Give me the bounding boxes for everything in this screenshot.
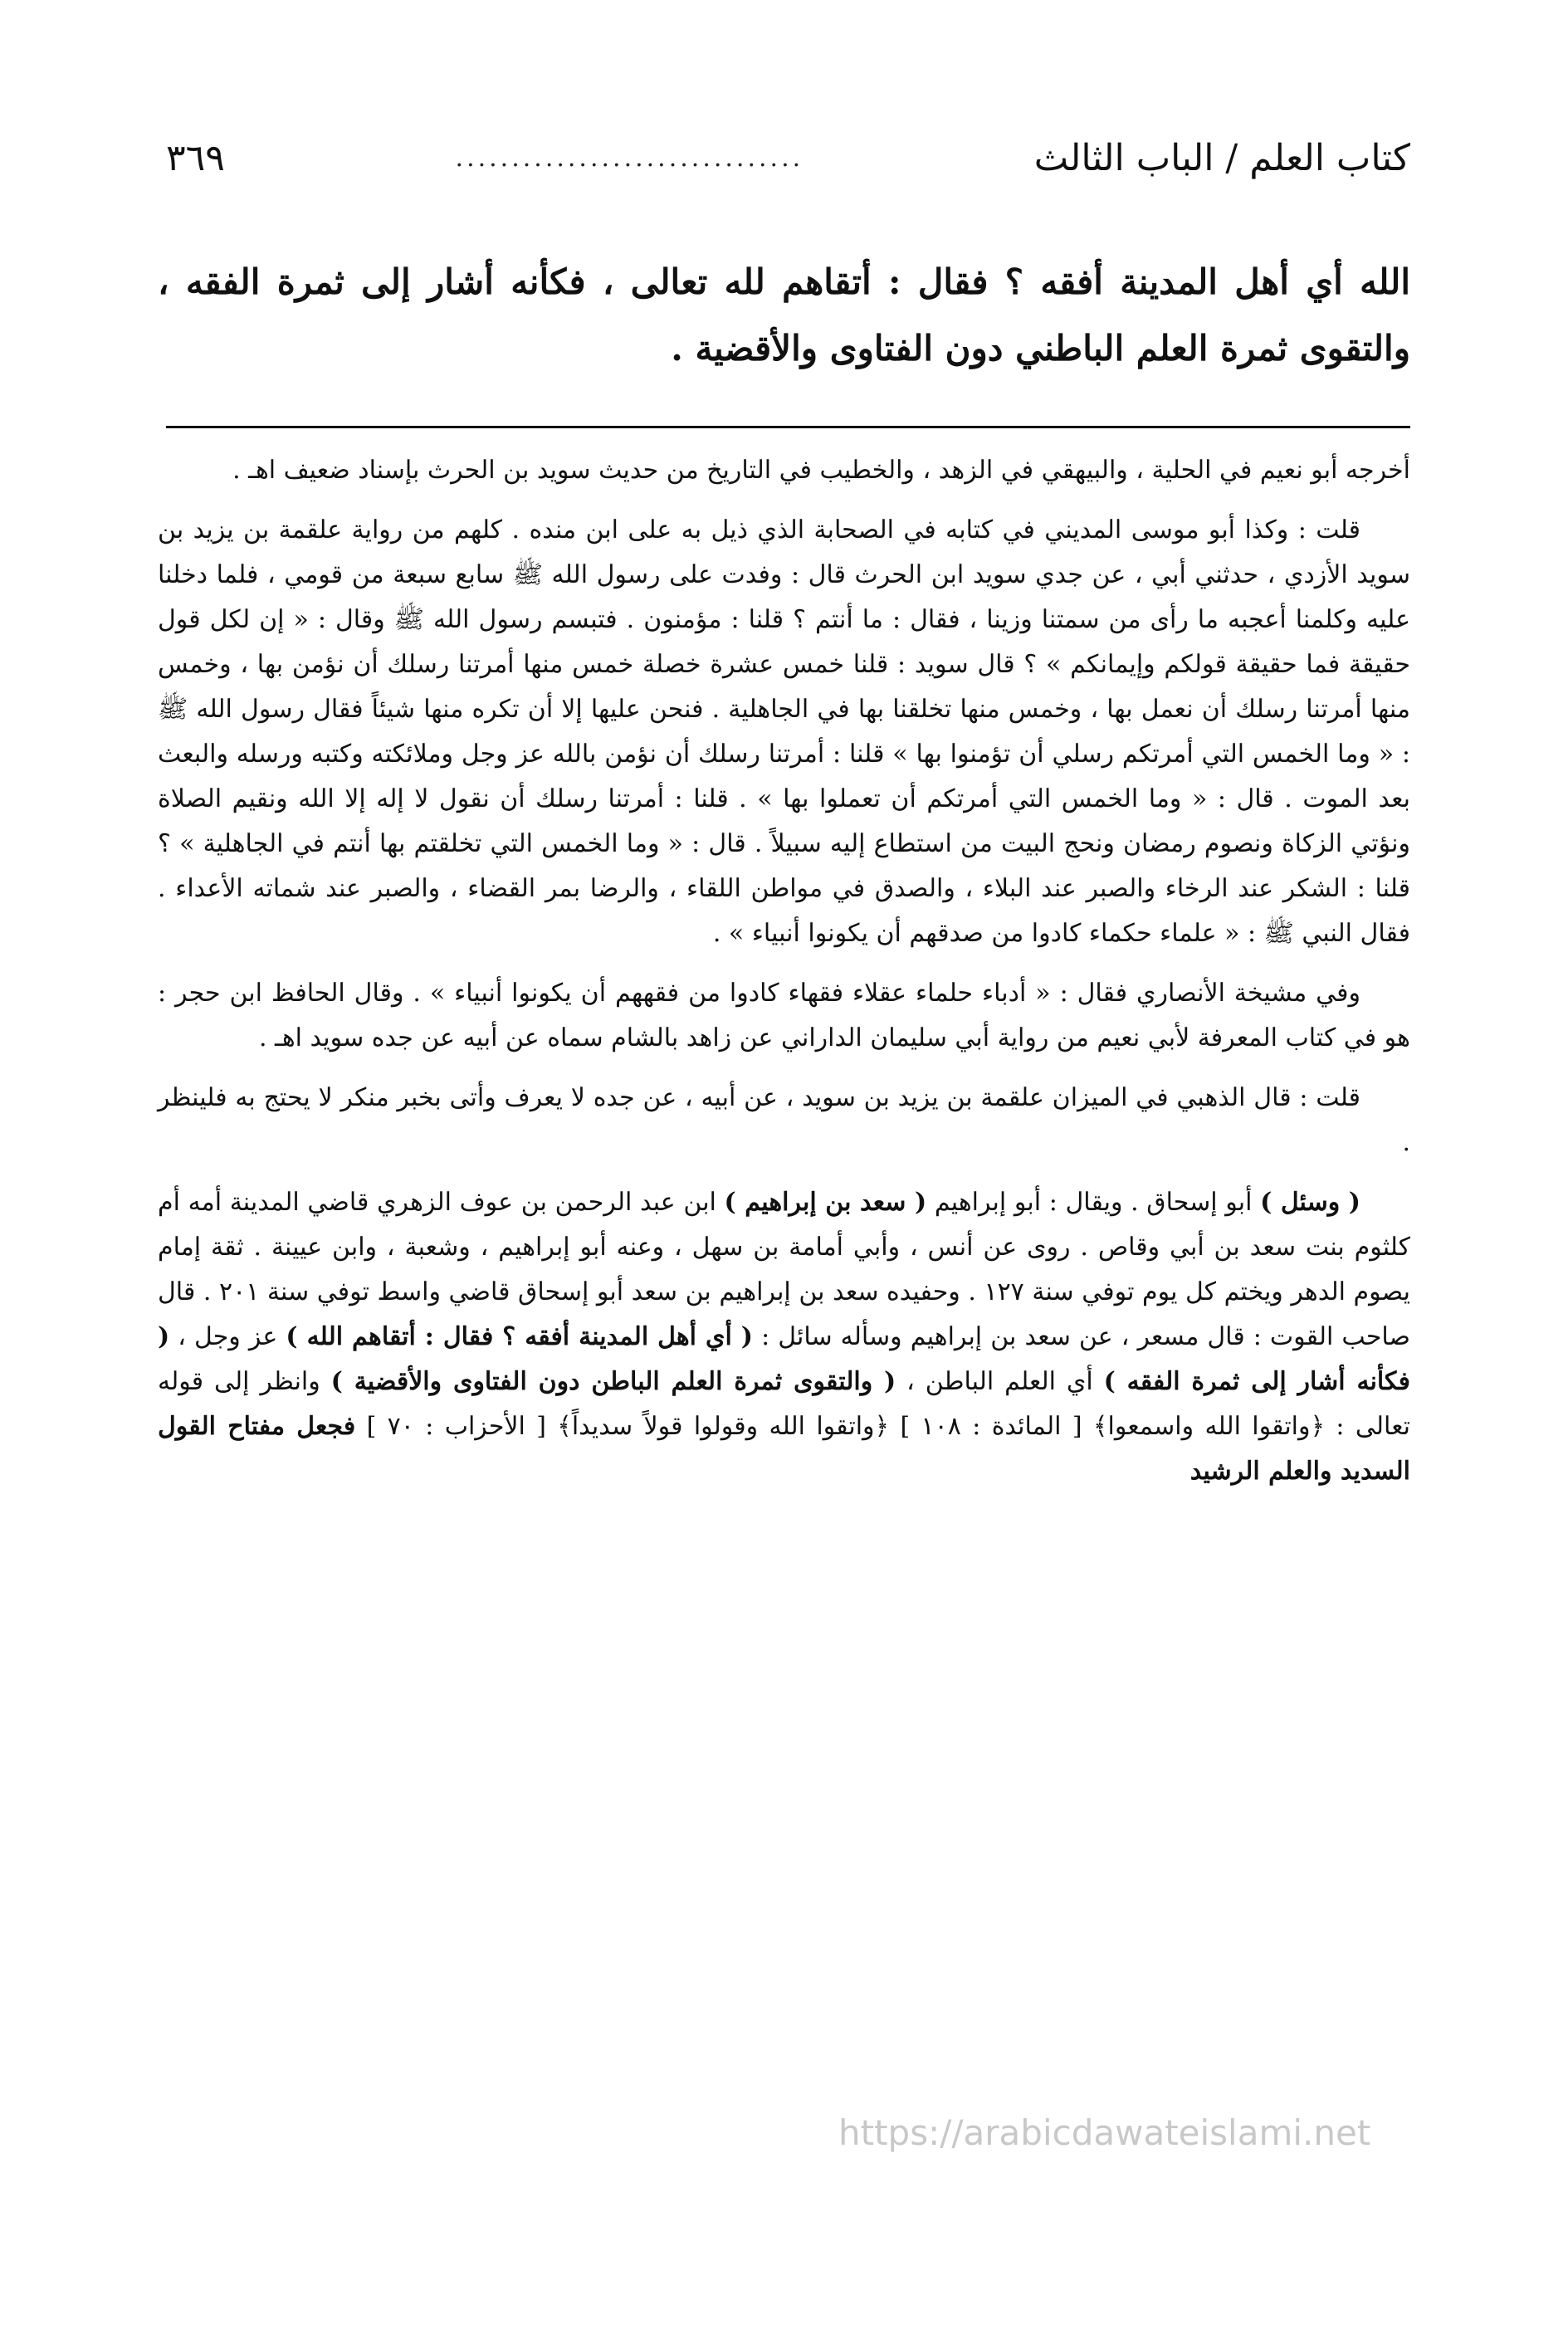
commentary-bold-span: فجعل مفتاح القول السديد والعلم الرشيد xyxy=(158,1412,1410,1486)
footnote-paragraph-2: قلت : وكذا أبو موسى المديني في كتابه في الصحابة الذي ذيل به على ابن منده . كلهم من رواية علقمة بن يزيد بن سويد الأزدي ، حدثني أبي ، عن جدي سويد ابن الحرث قال : وفدت على رسول الله ﷺ سابع سبعة من قومي ، فلما دخلنا عليه وكلمنا أعجبه ما رأى من سمتنا وزينا ، فقال : ما أنتم ؟ قلنا : مؤمنون . فتبسم رسول الله ﷺ وقال : « إن لكل قول حقيقة فما حقيقة قولكم وإيمانكم » ؟ قال سويد : قلنا خمس عشرة خصلة خمس منها أمرتنا رسلك أن نؤمن بها ، وخمس منها أمرتنا رسلك أن نعمل بها ، وخمس منها تخلقنا بها في الجاهلية . فنحن عليها إلا أن تكره منها شيئاً فقال رسول الله ﷺ : « وما الخمس التي أمرتكم رسلي أن تؤمنوا بها » قلنا : أمرتنا رسلك أن نؤمن بالله عز وجل وملائكته وكتبه ورسله والبعث بعد الموت . قال : « وما الخمس التي أمرتكم أن تعملوا بها » . قلنا : أمرتنا رسلك أن نقول لا إله إلا الله ونقيم الصلاة ونؤتي الزكاة ونصوم رمضان ونحج البيت من استطاع إليه سبيلاً . قال : « وما الخمس التي تخلقتم بها أنتم في الجاهلية » ؟ قلنا : الشكر عند الرخاء والصبر عند البلاء ، والصدق في مواطن اللقاء ، والرضا بمر القضاء ، والصبر عند شماته الأعداء . فقال النبي ﷺ : « علماء حكماء كادوا من صدقهم أن يكونوا أنبياء » . xyxy=(158,515,1410,948)
commentary-bold-span: ( والتقوى ثمرة العلم الباطن دون الفتاوى والأقضية ) xyxy=(330,1367,896,1396)
leader-dots: ............................... xyxy=(455,143,804,173)
page-header xyxy=(166,125,1410,191)
commentary-span: عز وجل ، xyxy=(169,1322,286,1351)
footnote-paragraph-3: وفي مشيخة الأنصاري فقال : « أدباء حلماء عقلاء فقهاء كادوا من فقههم أن يكونوا أنبياء » . وقال الحافظ ابن حجر : هو في كتاب المعرفة لأبي نعيم من رواية أبي سليمان الداراني عن زاهد بالشام سماه عن أبيه عن جده سويد اهـ . xyxy=(158,979,1410,1052)
commentary-paragraph xyxy=(158,1180,1410,1494)
main-text: الله أي أهل المدينة أفقه ؟ فقال : أتقاهم لله تعالى ، فكأنه أشار إلى ثمرة الفقه ، والتقوى ثمرة العلم الباطني دون الفتاوى والأقضية . xyxy=(158,261,1410,369)
commentary-span: ابن عبد الرحمن بن عوف الزهري قاضي المدينة أمه أم كلثوم بنت سعد بن أبي وقاص . روى عن أنس ، وأبي أمامة بن سهل ، وعنه أبو إبراهيم ، وشعبة ، وابن عيينة . ثقة إمام يصوم الدهر ويختم كل يوم توفي سنة ١٢٧ . وحفيده سعد بن إبراهيم بن سعد أبو إسحاق قاضي واسط توفي سنة ٢٠١ . قال صاحب القوت : قال مسعر ، عن سعد بن إبراهيم وسأله سائل : xyxy=(158,1188,1410,1351)
footnotes xyxy=(158,448,1410,1509)
running-title: كتاب العلم / الباب الثالث xyxy=(1033,136,1410,179)
footnote-separator xyxy=(166,426,1410,428)
commentary-bold-span: ( سعد بن إبراهيم ) xyxy=(724,1188,927,1217)
commentary-bold-span: ( أي أهل المدينة أفقه ؟ فقال : أتقاهم الله ) xyxy=(286,1322,753,1351)
footnote-paragraph-1: أخرجه أبو نعيم في الحلية ، والبيهقي في الزهد ، والخطيب في التاريخ من حديث سويد بن الحرث بإسناد ضعيف اهـ . xyxy=(232,456,1410,485)
commentary-span: أبو إسحاق . ويقال : أبو إبراهيم xyxy=(926,1188,1261,1217)
page-number: ٣٦٩ xyxy=(166,136,225,179)
commentary-bold-span: ( فكأنه أشار إلى ثمرة الفقه ) xyxy=(158,1322,1410,1396)
commentary-span: وانظر إلى قوله تعالى : ﴿واتقوا الله واسمعوا﴾ [ المائدة : ١٠٨ ] ﴿واتقوا الله وقولوا قولاً سديداً﴾ [ الأحزاب : ٧٠ ] xyxy=(158,1367,1411,1441)
commentary-span: أي العلم الباطن ، xyxy=(896,1367,1104,1396)
footnote-paragraph-4: قلت : قال الذهبي في الميزان علقمة بن يزيد بن سويد ، عن أبيه ، عن جده لا يعرف وأتى بخبر منكر لا يحتج به فلينظر . xyxy=(158,1083,1410,1157)
watermark-url: https://arabicdawateislami.net xyxy=(838,2112,1371,2153)
commentary-bold-span: ( وسئل ) xyxy=(1260,1188,1360,1217)
